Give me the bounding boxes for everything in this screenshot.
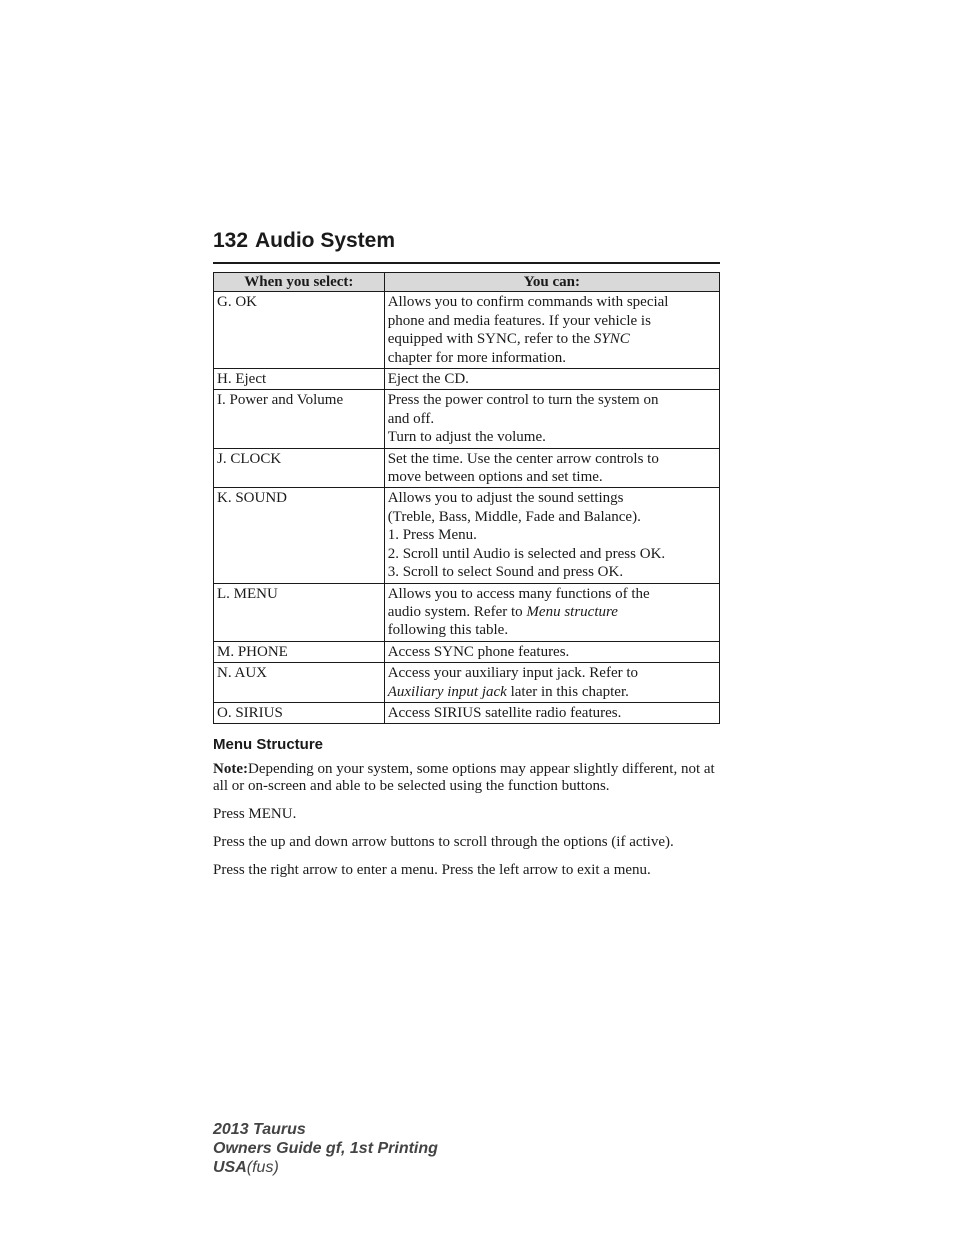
menu-structure-section <box>213 736 720 890</box>
text-segment: following this table. <box>387 622 509 639</box>
row-action-cell <box>384 663 719 703</box>
text-segment: Set the time. Use the center arrow controls to <box>387 450 659 467</box>
row-select-cell: I. Power and Volume <box>214 390 385 448</box>
cell-line <box>388 664 716 682</box>
cell-line <box>388 450 716 468</box>
text-segment: Turn to adjust the volume. <box>387 429 546 446</box>
cell-line <box>388 489 716 507</box>
table-row <box>214 702 720 723</box>
cell-line <box>388 621 716 639</box>
row-select-cell: H. Eject <box>214 369 385 390</box>
row-action-cell <box>384 369 719 390</box>
cell-line <box>388 526 716 544</box>
cell-line <box>388 704 716 722</box>
cell-line <box>388 508 716 526</box>
print-footer <box>213 1120 438 1177</box>
note-paragraph <box>213 761 720 795</box>
table-row <box>214 448 720 488</box>
cell-line <box>388 293 716 311</box>
cell-line <box>388 683 716 701</box>
table-row <box>214 583 720 641</box>
row-action-cell <box>384 390 719 448</box>
cell-line <box>388 391 716 409</box>
row-action-cell <box>384 583 719 641</box>
row-action-cell <box>384 448 719 488</box>
page-number: 132 <box>213 229 249 252</box>
row-select-cell: O. SIRIUS <box>214 702 385 723</box>
table-row <box>214 369 720 390</box>
text-segment: phone and media features. If your vehicle is <box>387 312 651 329</box>
text-segment: 1. Press Menu. <box>387 527 477 544</box>
text-segment: (Treble, Bass, Middle, Fade and Balance). <box>387 508 641 525</box>
text-segment: Allows you to adjust the sound settings <box>387 490 624 507</box>
row-select-cell: K. SOUND <box>214 488 385 583</box>
text-segment: and off. <box>387 410 435 427</box>
page-header <box>213 229 720 253</box>
cell-line <box>388 545 716 563</box>
cross-reference: SYNC <box>593 331 630 348</box>
column-header-select: When you select: <box>214 273 385 292</box>
text-segment: Access SYNC phone features. <box>387 643 570 660</box>
table-row <box>214 292 720 369</box>
cross-reference: Menu structure <box>526 603 618 620</box>
text-segment: chapter for more information. <box>387 349 566 366</box>
paragraph: Press MENU. <box>213 806 297 822</box>
footer-region-code: (fus) <box>246 1159 279 1176</box>
text-segment: 2. Scroll until Audio is selected and press OK. <box>387 545 666 562</box>
header-divider <box>213 262 720 264</box>
note-label: Note: <box>213 761 248 777</box>
text-segment: move between options and set time. <box>387 469 603 486</box>
text-segment: Press the power control to turn the system on <box>387 392 659 409</box>
row-action-cell <box>384 488 719 583</box>
column-header-action: You can: <box>384 273 719 292</box>
note-text: Depending on your system, some options may appear slightly different, not at all or on-screen and able to be selected using the function buttons. <box>213 761 715 794</box>
cell-line <box>388 603 716 621</box>
text-segment: Allows you to confirm commands with special <box>387 294 669 311</box>
cell-line <box>388 428 716 446</box>
text-segment: Access your auxiliary input jack. Refer to <box>387 665 639 682</box>
footer-line: Owners Guide gf, 1st Printing <box>213 1140 438 1157</box>
table-header-row <box>214 273 720 292</box>
footer-region: USA <box>213 1159 247 1176</box>
footer-line <box>213 1158 438 1177</box>
table-row <box>214 663 720 703</box>
paragraph: Press the up and down arrow buttons to scroll through the options (if active). <box>213 834 674 850</box>
cell-line <box>388 330 716 348</box>
row-action-cell <box>384 702 719 723</box>
row-select-cell: M. PHONE <box>214 641 385 662</box>
cross-reference: Auxiliary input jack <box>387 683 507 700</box>
text-segment: audio system. Refer to <box>387 603 527 620</box>
table-row <box>214 390 720 448</box>
text-segment: Allows you to access many functions of the <box>387 585 650 602</box>
cell-line <box>388 468 716 486</box>
cell-line <box>388 410 716 428</box>
text-segment: equipped with SYNC, refer to the <box>387 331 594 348</box>
cell-line <box>388 643 716 661</box>
footer-line: 2013 Taurus <box>213 1121 306 1138</box>
cell-line <box>388 349 716 367</box>
row-select-cell: G. OK <box>214 292 385 369</box>
text-segment: 3. Scroll to select Sound and press OK. <box>387 564 624 581</box>
cell-line <box>388 563 716 581</box>
text-segment: Eject the CD. <box>387 371 469 388</box>
paragraph: Press the right arrow to enter a menu. Press the left arrow to exit a menu. <box>213 862 651 878</box>
table-row <box>214 641 720 662</box>
row-select-cell: N. AUX <box>214 663 385 703</box>
cell-line <box>388 312 716 330</box>
controls-table <box>213 272 720 724</box>
cell-line <box>388 370 716 388</box>
text-segment: Access SIRIUS satellite radio features. <box>387 704 622 721</box>
chapter-title: Audio System <box>255 229 396 252</box>
row-select-cell: L. MENU <box>214 583 385 641</box>
table-row <box>214 488 720 583</box>
text-segment: later in this chapter. <box>506 683 629 700</box>
row-action-cell <box>384 641 719 662</box>
table-body <box>214 292 720 724</box>
section-title: Menu Structure <box>213 736 324 753</box>
row-select-cell: J. CLOCK <box>214 448 385 488</box>
cell-line <box>388 585 716 603</box>
row-action-cell <box>384 292 719 369</box>
